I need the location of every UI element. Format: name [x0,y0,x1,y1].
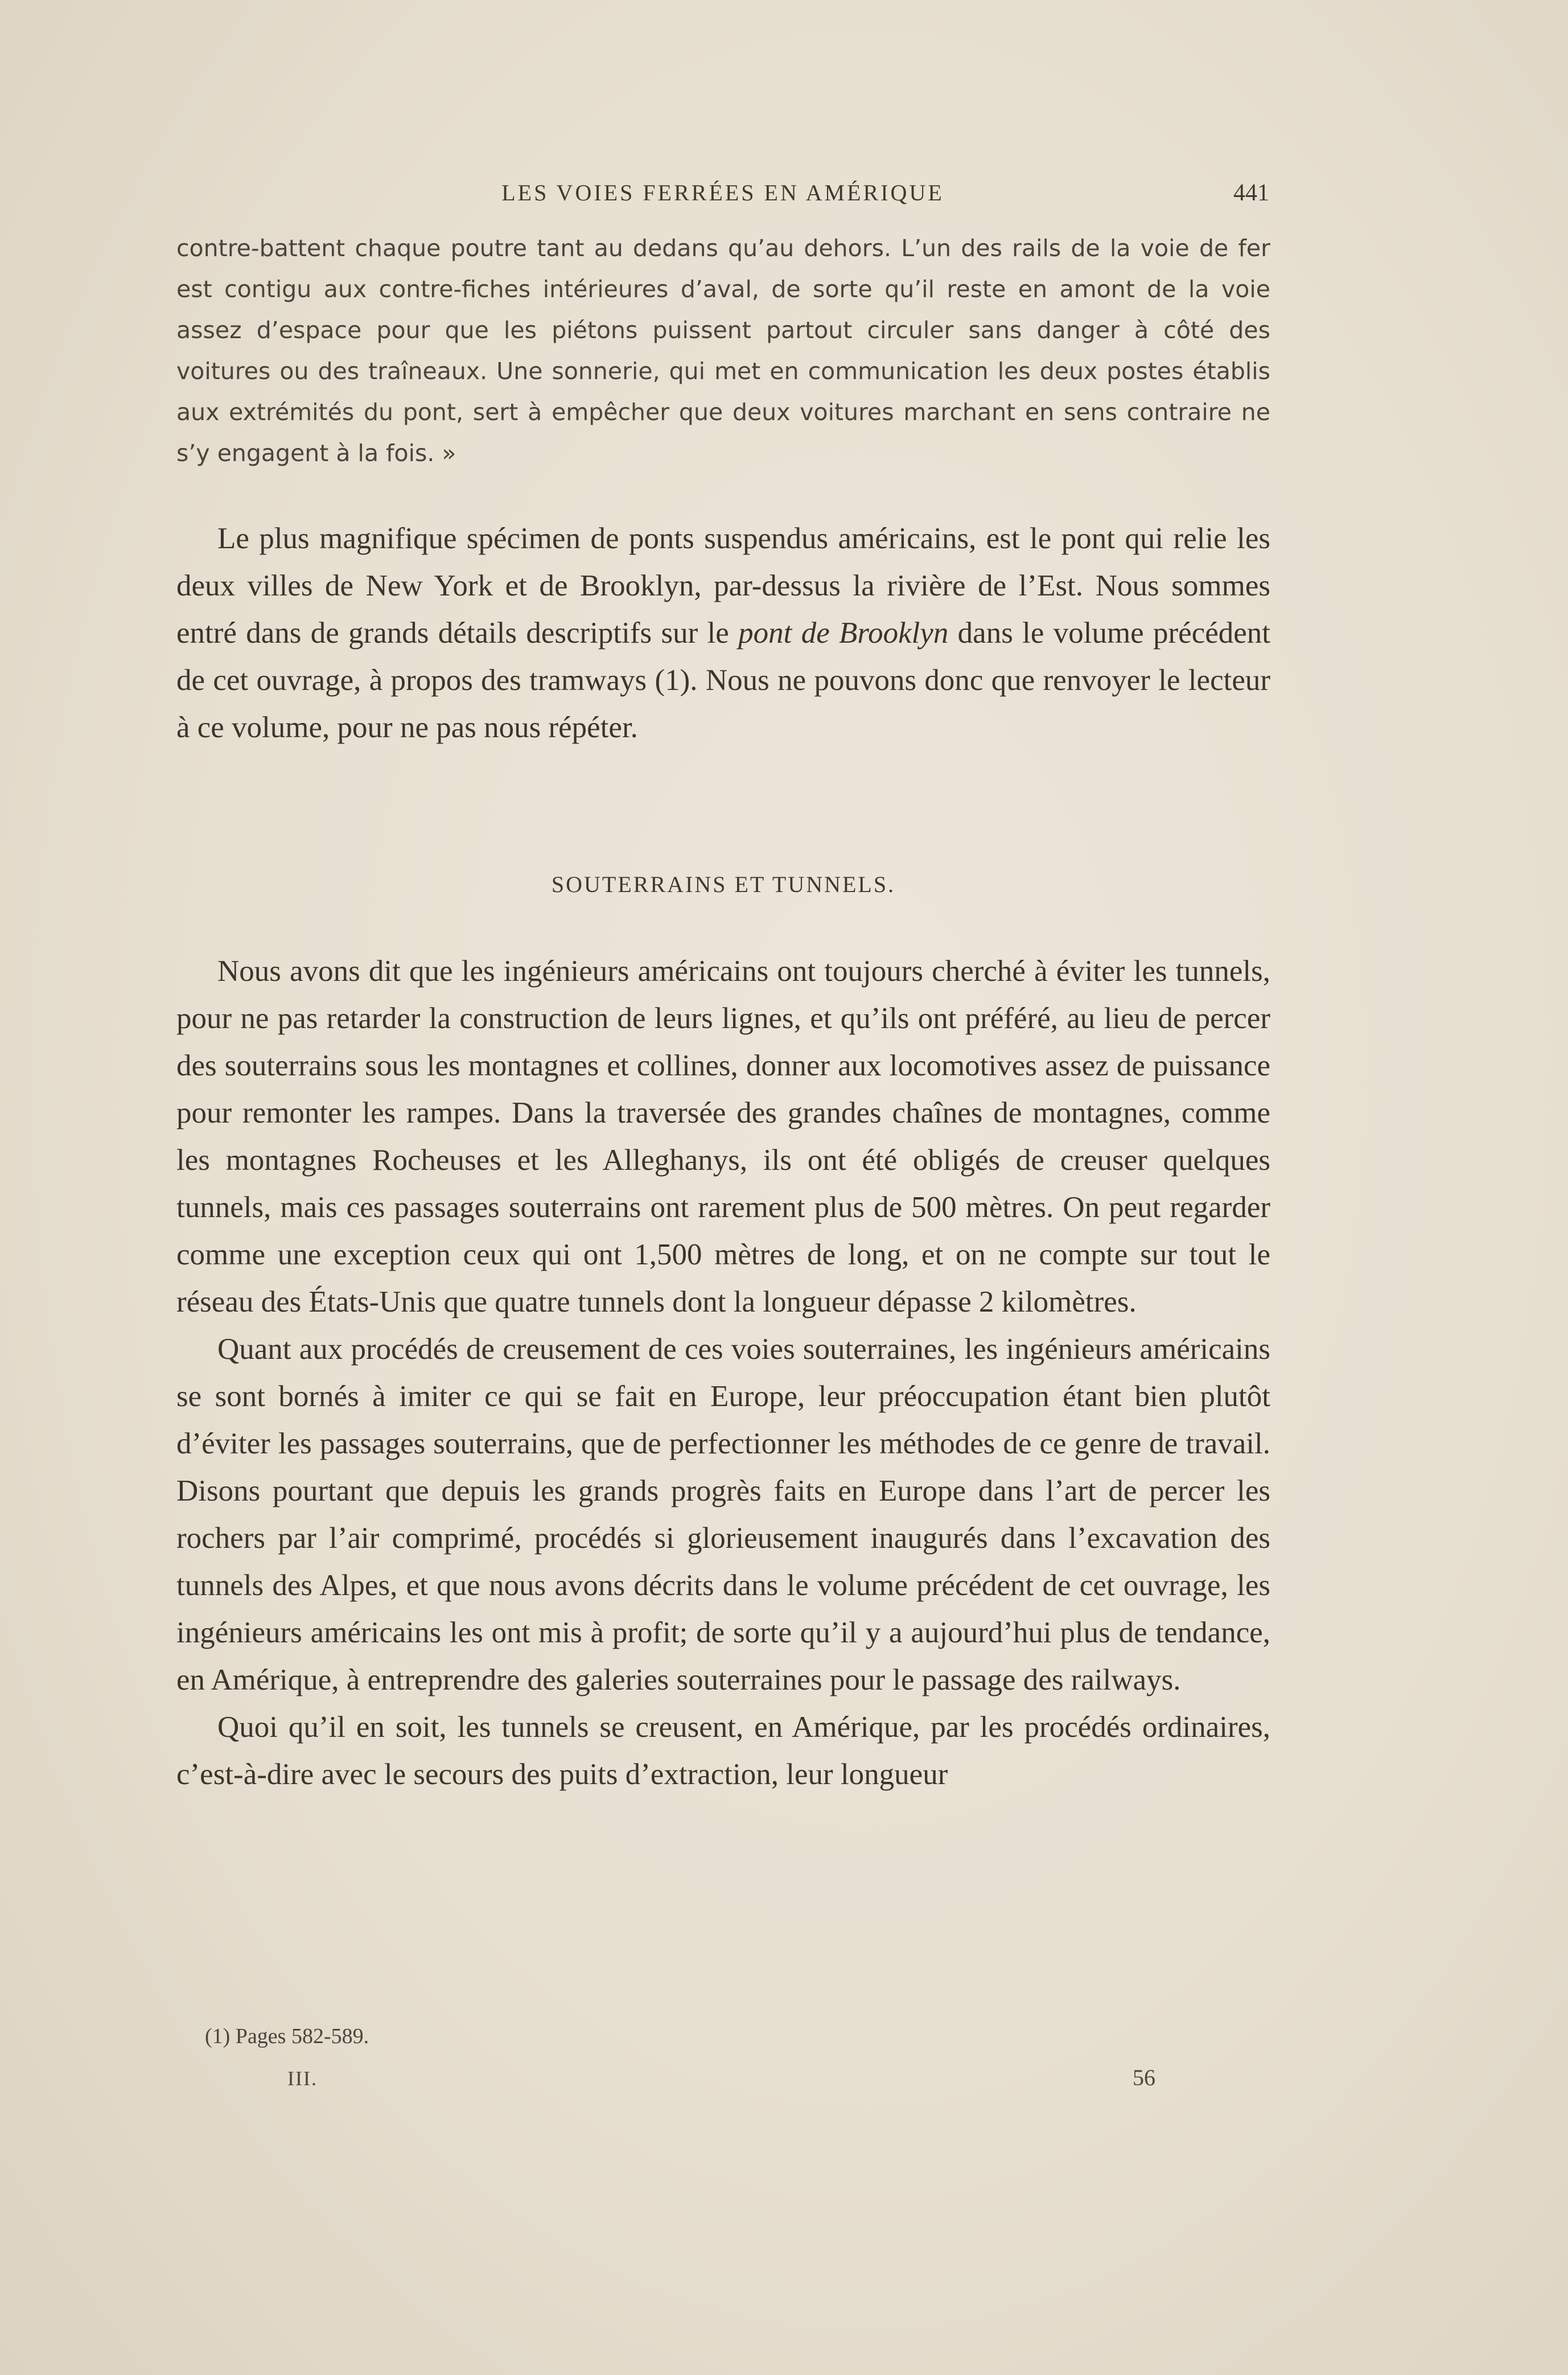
running-title: LES VOIES FERRÉES EN AMÉRIQUE [501,180,944,206]
quoted-passage [176,228,1270,474]
footnote: (1) Pages 582-589. [205,2024,369,2048]
quote-text: contre-battent chaque poutre tant au dedans qu’au dehors. L’un des rails de la voie de fer est contigu aux contre-fiches intérieures d’aval, de sorte qu’il reste en amont de la voie assez d’espace pour que les piétons puissent partout circuler sans danger à côté des voitures ou des traîneaux. Une sonnerie, qui met en communication les deux postes établis aux extrémités du pont, sert à empêcher que deux voitures marchant en sens contraire ne s’y engagent à la fois. » [176,235,1270,467]
page-number: 441 [1233,180,1269,206]
tunnels-paragraph-3: Quoi qu’il en soit, les tunnels se creusent, en Amérique, par les procédés ordinaires, c’est-à-dire avec le secours des puits d’extraction, leur longueur [176,1711,1270,1791]
section-title: SOUTERRAINS ET TUNNELS. [551,872,896,897]
brooklyn-text-part1: Le plus magnifique spécimen de ponts suspendus américains, est le pont qui relie les deux villes de New York et de Brooklyn, par-dessus la rivière de l’Est. Nous sommes entré dans de grands détails descriptifs sur le [176,522,1270,650]
brooklyn-text-part2: dans le volume précédent de cet ouvrage, à propos des tramways (1). Nous ne pouvons donc que renvoyer le lecteur à ce volume, pour ne pas nous répéter. [176,617,1271,744]
brooklyn-italic: pont de Brooklyn [738,617,949,650]
brooklyn-paragraph [176,515,1270,751]
tunnels-paragraph-2: Quant aux procédés de creusement de ces voies souterraines, les ingénieurs américains se sont bornés à imiter ce qui se fait en Europe, leur préoccupation étant bien plutôt d’éviter les passages souterrains, que de perfectionner les méthodes de ce genre de travail. Disons pourtant que depuis les grands progrès faits en Europe dans l’art de percer les rochers par l’air comprimé, procédés si glorieusement inaugurés dans l’excavation des tunnels des Alpes, et que nous avons décrits dans le volume précédent de cet ouvrage, les ingénieurs américains les ont mis à profit; de sorte qu’il y a aujourd’hui plus de tendance, en Amérique, à entreprendre des galeries souterraines pour le passage des railways. [176,1333,1270,1696]
brooklyn-section [176,515,1270,751]
tunnels-section [176,948,1270,1798]
page-header [176,179,1269,213]
volume-signature: III. [287,2067,318,2090]
tunnels-paragraph-1: Nous avons dit que les ingénieurs américains ont toujours cherché à éviter les tunnels, pour ne pas retarder la construction de leurs lignes, et qu’ils ont préféré, au lieu de percer des souterrains sous les montagnes et collines, donner aux locomotives assez de puissance pour remonter les rampes. Dans la traversée des grandes chaînes de montagnes, comme les montagnes Rocheuses et les Alleghanys, ils ont été obligés de creuser quelques tunnels, mais ces passages souterrains ont rarement plus de 500 mètres. On peut regarder comme une exception ceux qui ont 1,500 mètres de long, et on ne compte sur tout le réseau des États-Unis que quatre tunnels dont la longueur dépasse 2 kilomètres. [176,955,1270,1318]
sheet-signature: 56 [1133,2065,1155,2090]
